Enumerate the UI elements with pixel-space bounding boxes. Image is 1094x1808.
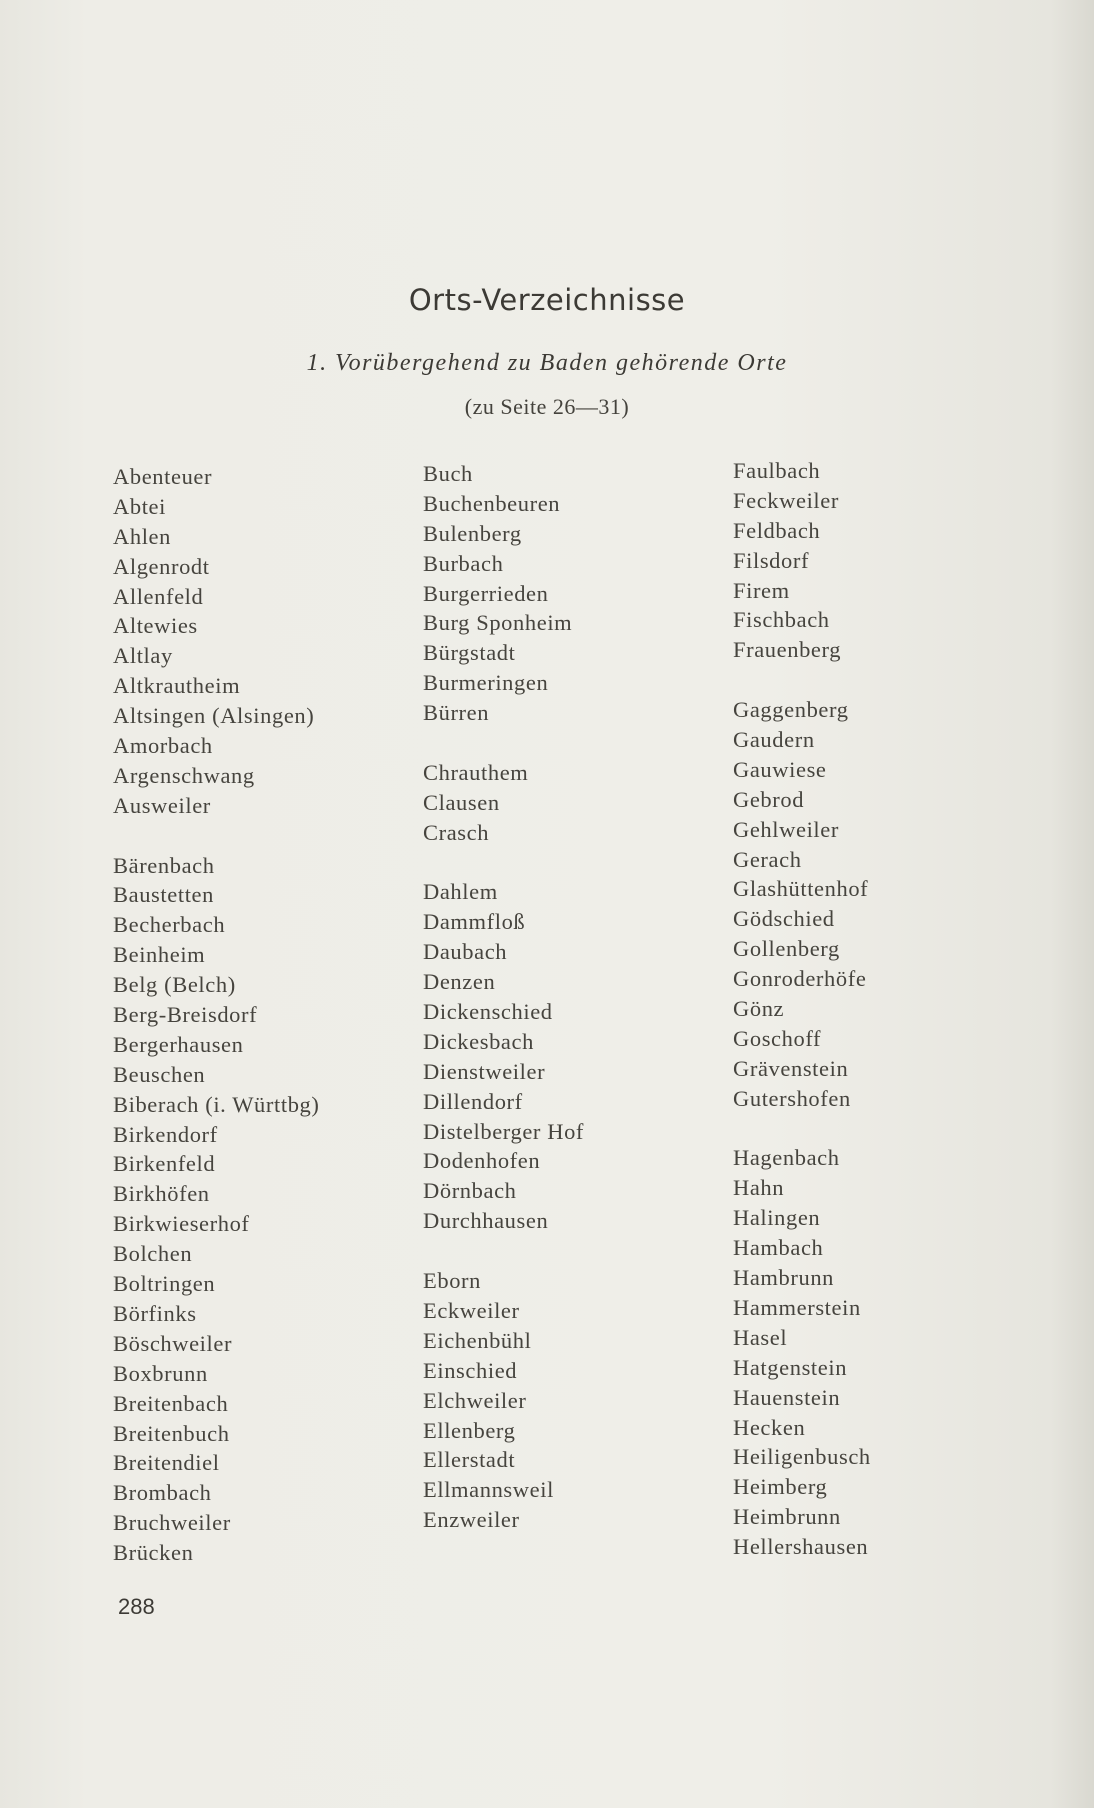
place-name: Bolchen — [113, 1241, 193, 1267]
place-name: Hasel — [733, 1324, 788, 1350]
place-name: Argenschwang — [113, 762, 255, 788]
place-name: Baustetten — [113, 882, 214, 908]
place-name: Dickenschied — [423, 999, 553, 1025]
place-name: Filsdorf — [733, 547, 810, 573]
place-name: Hecken — [733, 1414, 806, 1440]
place-name: Fischbach — [733, 607, 830, 633]
place-name: Ahlen — [113, 523, 171, 549]
place-name: Dörnbach — [423, 1178, 517, 1204]
place-name: Beuschen — [113, 1061, 206, 1087]
place-name: Gonroderhöfe — [733, 966, 867, 992]
place-name: Bulenberg — [423, 520, 522, 546]
place-name: Altsingen (Alsingen) — [113, 703, 315, 729]
place-name: Boltringen — [113, 1271, 216, 1297]
place-name: Gauwiese — [733, 756, 827, 782]
place-name: Abenteuer — [113, 464, 213, 489]
place-name: Frauenberg — [733, 637, 842, 663]
place-name: Heimberg — [733, 1474, 828, 1500]
place-name: Hatgenstein — [733, 1354, 848, 1380]
place-name: Durchhausen — [423, 1208, 549, 1234]
place-name: Elchweiler — [423, 1387, 527, 1413]
place-name: Buch — [423, 461, 473, 486]
place-name: Becherbach — [113, 912, 226, 938]
place-name: Böschweiler — [113, 1330, 233, 1356]
place-name: Distelberger Hof — [423, 1118, 585, 1144]
place-name: Boxbrunn — [113, 1360, 208, 1386]
place-name: Gaudern — [733, 727, 815, 753]
place-name: Dienstweiler — [423, 1058, 546, 1084]
place-list-column-1 — [113, 462, 320, 1568]
list-gap — [733, 665, 871, 695]
place-name: Feckweiler — [733, 487, 839, 513]
place-name: Bürgstadt — [423, 640, 516, 666]
place-name: Gödschied — [733, 906, 835, 932]
place-name: Gebrod — [733, 786, 805, 812]
place-name: Breitenbach — [113, 1390, 229, 1416]
place-name: Altewies — [113, 613, 198, 639]
page-reference: (zu Seite 26—31) — [464, 394, 630, 419]
place-name: Hagenbach — [733, 1145, 840, 1171]
place-name: Burgerrieden — [423, 580, 549, 606]
place-name: Hammerstein — [733, 1294, 861, 1320]
place-name: Dickesbach — [423, 1028, 534, 1054]
place-name: Glashüttenhof — [733, 876, 869, 902]
section-heading: 1. Vorübergehend zu Baden gehörende Orte — [306, 350, 788, 376]
place-name: Ellmannsweil — [423, 1477, 554, 1503]
page-number: 288 — [118, 1594, 155, 1619]
place-name: Feldbach — [733, 517, 821, 543]
place-name: Buchenbeuren — [423, 490, 561, 516]
place-name: Birkenfeld — [113, 1151, 216, 1177]
place-name: Ellerstadt — [423, 1447, 516, 1473]
place-name: Hahn — [733, 1175, 785, 1201]
place-name: Burbach — [423, 550, 504, 576]
list-gap — [423, 728, 584, 758]
place-name: Bergerhausen — [113, 1031, 244, 1057]
place-name: Chrauthem — [423, 759, 529, 785]
place-name: Gerach — [733, 846, 802, 872]
place-name: Crasch — [423, 819, 490, 845]
place-name: Burg Sponheim — [423, 610, 573, 636]
place-name: Eichenbühl — [423, 1327, 532, 1353]
place-name: Amorbach — [113, 733, 213, 759]
place-name: Denzen — [423, 969, 496, 995]
place-name: Gehlweiler — [733, 816, 839, 842]
place-name: Ellenberg — [423, 1417, 516, 1443]
place-list-column-2 — [423, 459, 584, 1535]
place-name: Algenrodt — [113, 553, 210, 579]
place-name: Grävenstein — [733, 1055, 849, 1081]
place-name: Bruchweiler — [113, 1510, 231, 1536]
place-list-column-3 — [733, 456, 871, 1562]
place-name: Birkwieserhof — [113, 1211, 250, 1237]
place-name: Einschied — [423, 1357, 518, 1383]
place-name: Faulbach — [733, 458, 821, 483]
place-name: Heiligenbusch — [733, 1444, 871, 1470]
list-gap — [733, 1114, 871, 1144]
place-name: Firem — [733, 577, 790, 603]
place-name: Dammfloß — [423, 909, 526, 935]
place-name: Daubach — [423, 939, 508, 965]
page-title: Orts-Verzeichnisse — [408, 283, 686, 317]
list-gap — [423, 848, 584, 878]
place-name: Heimbrunn — [733, 1504, 841, 1530]
place-name: Dillendorf — [423, 1088, 523, 1114]
list-gap — [113, 821, 320, 851]
place-name: Clausen — [423, 789, 500, 815]
place-name: Eckweiler — [423, 1297, 520, 1323]
place-name: Goschoff — [733, 1025, 822, 1051]
place-name: Berg-Breisdorf — [113, 1002, 258, 1028]
place-name: Belg (Belch) — [113, 972, 236, 998]
place-name: Birkhöfen — [113, 1181, 210, 1207]
place-name: Gutershofen — [733, 1085, 851, 1111]
place-name: Altlay — [113, 643, 173, 669]
place-name: Breitenbuch — [113, 1420, 230, 1446]
place-name: Dahlem — [423, 879, 498, 905]
place-name: Dodenhofen — [423, 1148, 541, 1174]
place-name: Hambach — [733, 1235, 824, 1261]
place-name: Burmeringen — [423, 670, 549, 696]
place-name: Beinheim — [113, 942, 206, 968]
place-name: Abtei — [113, 493, 166, 519]
place-name: Biberach (i. Württbg) — [113, 1091, 320, 1117]
place-name: Hellershausen — [733, 1534, 869, 1560]
place-name: Bärenbach — [113, 852, 215, 878]
place-name: Börfinks — [113, 1300, 197, 1326]
place-name: Bürren — [423, 700, 490, 726]
place-name: Ausweiler — [113, 792, 211, 818]
place-name: Allenfeld — [113, 583, 204, 609]
place-name: Gollenberg — [733, 936, 840, 962]
place-name: Hauenstein — [733, 1384, 841, 1410]
place-name: Hambrunn — [733, 1265, 835, 1291]
place-name: Brücken — [113, 1540, 194, 1566]
place-name: Eborn — [423, 1268, 481, 1294]
place-name: Brombach — [113, 1480, 212, 1506]
place-name: Breitendiel — [113, 1450, 220, 1476]
list-gap — [423, 1236, 584, 1266]
place-name: Birkendorf — [113, 1121, 218, 1147]
place-name: Halingen — [733, 1205, 821, 1231]
place-name: Gönz — [733, 996, 785, 1022]
place-name: Gaggenberg — [733, 697, 849, 723]
place-name: Enzweiler — [423, 1507, 520, 1533]
place-name: Altkrautheim — [113, 673, 241, 699]
